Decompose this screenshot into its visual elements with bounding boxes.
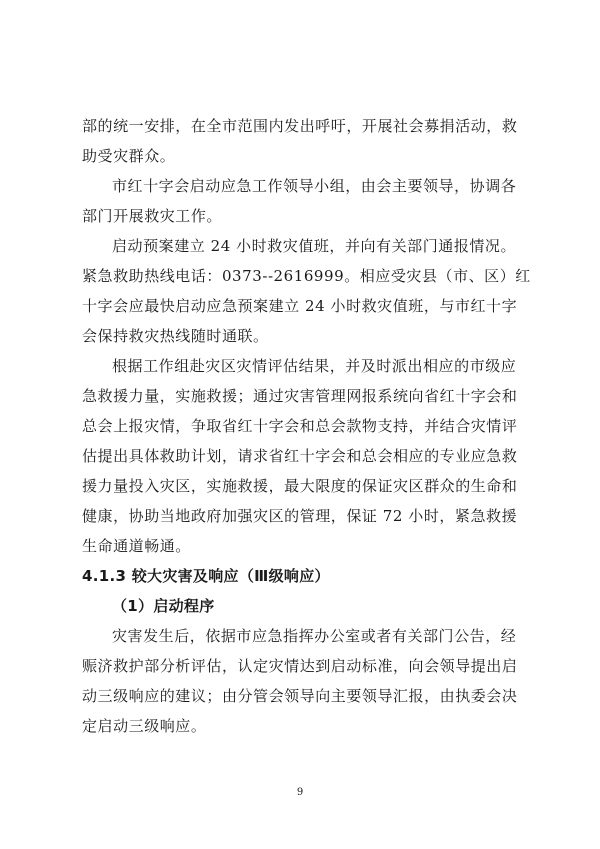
paragraph-3-line-2: 紧急救助热线电话：0373--2616999。相应受灾县（市、区）红 bbox=[82, 267, 531, 285]
paragraph-4-line-6: 健康，协助当地政府加强灾区的管理，保证 72 小时，紧急救援 bbox=[82, 507, 518, 525]
paragraph-4-line-3: 总会上报灾情，争取省红十字会和总会款物支持，并结合灾情评 bbox=[82, 417, 518, 435]
paragraph-4-line-7: 生命通道畅通。 bbox=[82, 537, 191, 555]
paragraph-5-line-3: 动三级响应的建议；由分管会领导向主要领导汇报，由执委会决 bbox=[82, 687, 518, 705]
subheading: （1）启动程序 bbox=[112, 597, 215, 615]
paragraph-3-line-1: 启动预案建立 24 小时救灾值班，并向有关部门通报情况。 bbox=[112, 237, 517, 255]
paragraph-3-line-3: 十字会应最快启动应急预案建立 24 小时救灾值班，与市红十字 bbox=[82, 297, 518, 315]
paragraph-4-line-1: 根据工作组赴灾区灾情评估结果，并及时派出相应的市级应 bbox=[112, 357, 517, 375]
paragraph-4-line-4: 估提出具体救助计划，请求省红十字会和总会相应的专业应急救 bbox=[82, 447, 518, 465]
paragraph-1-line-1: 部的统一安排，在全市范围内发出呼吁，开展社会募捐活动，救 bbox=[82, 117, 518, 135]
paragraph-4-line-5: 援力量投入灾区，实施救援，最大限度的保证灾区群众的生命和 bbox=[82, 477, 518, 495]
paragraph-2-line-1: 市红十字会启动应急工作领导小组，由会主要领导，协调各 bbox=[112, 177, 517, 195]
paragraph-2-line-2: 部门开展救灾工作。 bbox=[82, 207, 222, 225]
paragraph-5-line-1: 灾害发生后，依据市应急指挥办公室或者有关部门公告，经 bbox=[112, 627, 517, 645]
page-number: 9 bbox=[296, 787, 304, 798]
paragraph-5-line-4: 定启动三级响应。 bbox=[82, 717, 207, 735]
section-heading: 4.1.3 较大灾害及响应（Ⅲ级响应） bbox=[82, 567, 330, 585]
paragraph-5-line-2: 赈济救护部分析评估，认定灾情达到启动标准，向会领导提出启 bbox=[82, 657, 518, 675]
paragraph-4-line-2: 急救援力量，实施救援；通过灾害管理网报系统向省红十字会和 bbox=[82, 387, 518, 405]
paragraph-3-line-4: 会保持救灾热线随时通联。 bbox=[82, 327, 269, 345]
paragraph-1-line-2: 助受灾群众。 bbox=[82, 147, 176, 165]
